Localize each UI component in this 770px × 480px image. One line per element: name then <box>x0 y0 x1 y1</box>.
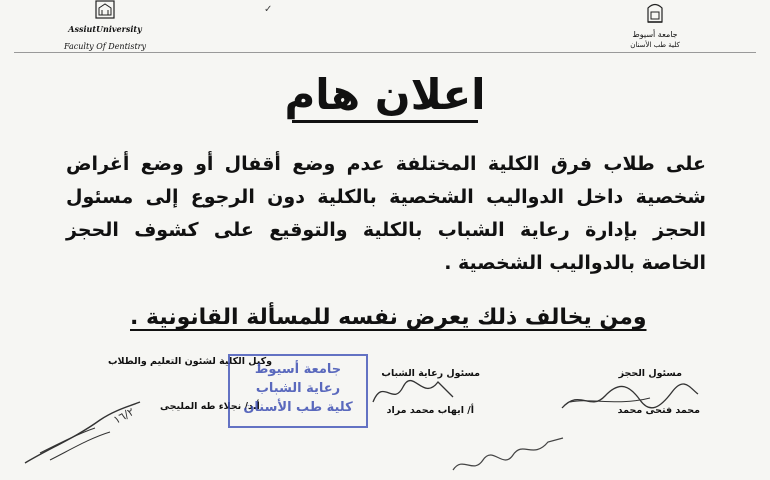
faculty-name-en: Faculty Of Dentistry <box>63 42 147 51</box>
stamp-line-3: كلية طب الأسنان <box>243 400 353 415</box>
youth-officer-name: أ/ ايهاب محمد مراد <box>386 405 474 416</box>
booking-officer-signature <box>560 378 700 418</box>
university-name-ar: جامعة أسيوط <box>632 30 678 39</box>
announcement-body: على طلاب فرق الكلية المختلفة عدم وضع أقفال أو وضع أغراض شخصية داخل الدواليب الشخصية بالكلية دون الرجوع إلى مسئول الحجز بإدارة رعاية الشباب بالكلية والتوقيع على كشوف الحجز الخاصة بالدواليب الشخصية . <box>66 153 706 274</box>
header-divider <box>14 52 756 53</box>
check-mark-icon: ✓ <box>264 4 273 15</box>
vice-dean-role: وكيل الكلية لشئون التعليم والطلاب <box>108 356 273 367</box>
official-stamp <box>228 354 368 428</box>
youth-officer-role: مسئول رعاية الشباب <box>381 368 480 379</box>
stamp-line-2: رعاية الشباب <box>255 381 341 396</box>
university-logo-icon <box>94 0 116 20</box>
page-title: اعلان هام <box>284 70 486 119</box>
title-underline <box>292 120 478 123</box>
header-left <box>60 0 150 51</box>
extra-signature <box>448 430 568 480</box>
university-name-en: AssiutUniversity <box>68 24 142 34</box>
booking-officer-name: محمد فتحى محمد <box>617 405 700 416</box>
stamp-line-1: جامعة أسيوط <box>254 362 342 377</box>
vice-dean-name: أ.د/ نجلاء طه المليجى <box>160 401 260 412</box>
university-seal-icon <box>645 0 665 24</box>
youth-officer-signature <box>368 372 458 412</box>
booking-officer-role: مسئول الحجز <box>618 368 682 379</box>
header-right <box>610 0 700 49</box>
vice-dean-signature <box>20 398 170 473</box>
handwritten-date: ١٦/٢ <box>111 405 137 427</box>
legal-warning: ومن يخالف ذلك يعرض نفسه للمسألة القانونية . <box>130 305 647 330</box>
faculty-name-ar: كلية طب الأسنان <box>630 41 680 49</box>
